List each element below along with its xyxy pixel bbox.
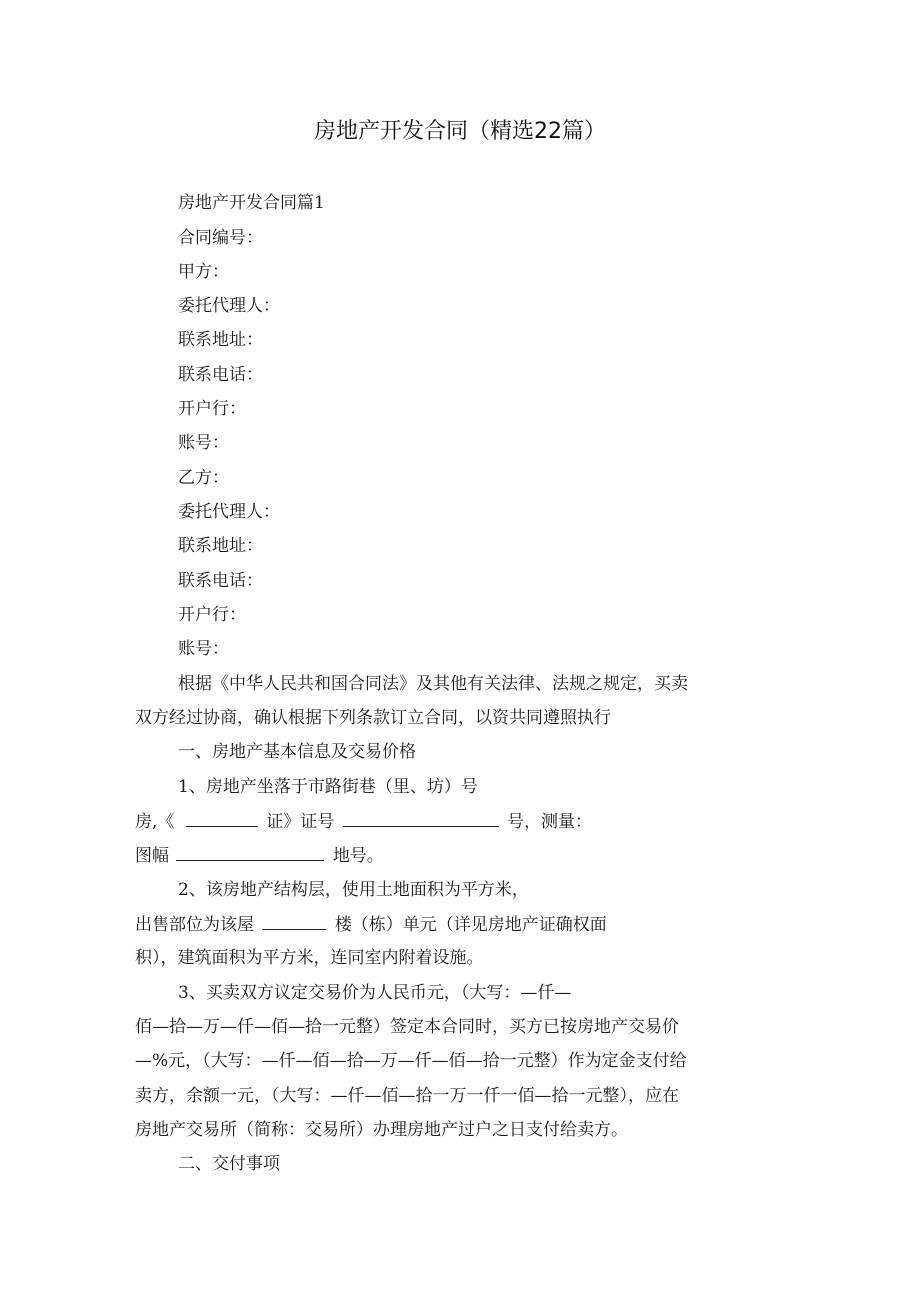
party-a-agent-label: 委托代理人： [178,296,280,316]
preamble-line-2: 双方经过协商，确认根据下列条款订立合同，以资共同遵照执行 [135,708,611,728]
page-title: 房地产开发合同（精选22篇） [314,119,606,144]
contract-number-label: 合同编号： [178,228,263,248]
clause-1-line-2-part-3: 号，测量： [507,812,593,832]
clause-1-line-3-part-2: 地号。 [332,846,384,866]
clause-2-line-2 [135,912,607,937]
clause-1-line-2-part-2: 证》证号 [266,812,335,832]
party-b-agent-label: 委托代理人： [178,502,280,522]
clause-1-line-3 [135,843,384,868]
party-a-account-label: 账号： [178,433,229,453]
party-a-bank-label: 开户行： [178,399,246,419]
article-2-heading: 二、交付事项 [178,1154,280,1174]
certificate-type-blank [186,809,258,827]
clause-2-line-2-part-1: 出售部位为该屋 [135,915,254,935]
party-b-label: 乙方： [178,468,229,488]
clause-1-line-1: 1、房地产坐落于市路街巷（里、坊）号 [178,777,478,797]
clause-3-line-4: 卖方，余额一元，（大写：—仟—佰—拾一万一仟一佰—拾一元整），应在 [135,1086,679,1106]
party-a-address-label: 联系地址： [178,330,263,350]
article-1-heading: 一、房地产基本信息及交易价格 [178,742,416,762]
party-b-bank-label: 开户行： [178,605,246,625]
certificate-number-blank [343,809,499,827]
party-a-phone-label: 联系电话： [178,365,263,385]
party-b-address-label: 联系地址： [178,536,263,556]
clause-3-line-1: 3、买卖双方议定交易价为人民币元，（大写：—仟— [178,983,572,1003]
floor-number-blank [262,912,326,930]
party-a-label: 甲方： [178,262,229,282]
clause-2-line-1: 2、该房地产结构层，使用土地面积为平方米， [178,880,529,900]
clause-3-line-2: 佰—拾—万—仟—佰—拾一元整）签定本合同时，买方已按房地产交易价 [135,1017,679,1037]
clause-3-line-5: 房地产交易所（简称：交易所）办理房地产过户之日支付给卖方。 [135,1120,628,1140]
clause-1-line-2 [135,809,592,834]
clause-2-line-2-part-2: 楼（栋）单元（详见房地产证确权面 [334,915,607,935]
clause-2-line-3: 积），建筑面积为平方米，连同室内附着设施。 [135,948,484,968]
party-b-account-label: 账号： [178,639,229,659]
preamble-line-1: 根据《中华人民共和国合同法》及其他有关法律、法规之规定，买卖 [178,674,688,694]
clause-1-line-2-part-1: 房,《 [135,812,175,832]
clause-3-line-3: —%元，（大写：—仟—佰—拾—万—仟—佰—拾一元整）作为定金支付给 [135,1051,687,1071]
map-sheet-blank [176,843,324,861]
party-b-phone-label: 联系电话： [178,571,263,591]
clause-1-line-3-part-1: 图幅 [135,846,169,866]
section-heading: 房地产开发合同篇1 [178,193,325,213]
